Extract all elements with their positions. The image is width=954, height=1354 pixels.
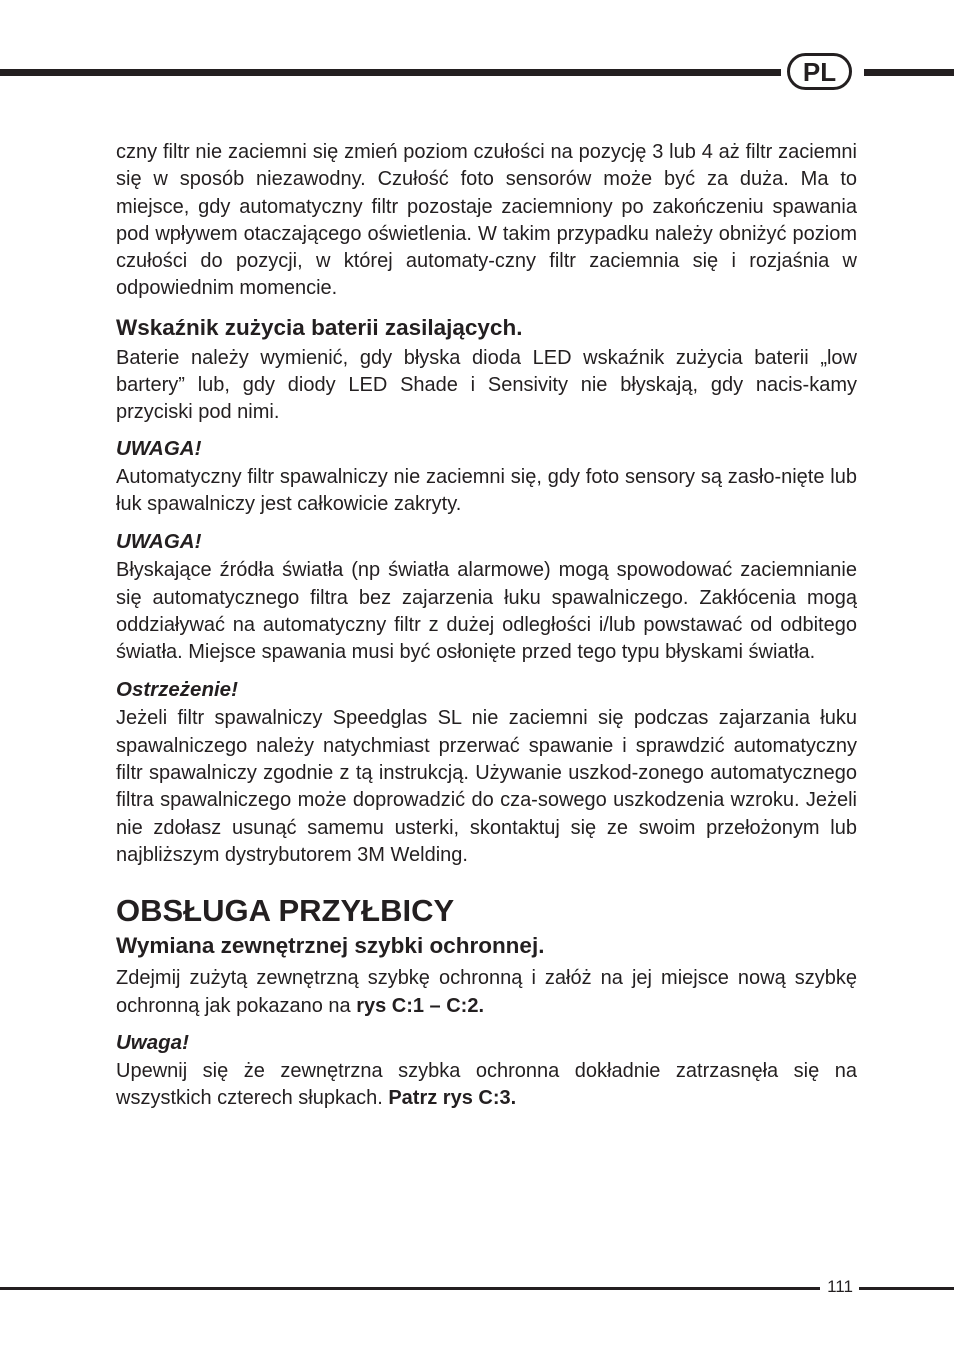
note2-heading: UWAGA! [116, 530, 202, 554]
note1-paragraph: Automatyczny filtr spawalniczy nie zaciemni się, gdy foto sensory są zasło-nięte lub łuk spawalniczy jest całkowicie zakryty. [116, 465, 857, 515]
language-badge [787, 53, 852, 90]
note2-paragraph: Błyskające źródła światła (np światła alarmowe) mogą spowodować zaciemnianie się automatycznego filtra bez zajarzenia łuku spawalniczego. Zakłócenia mogą oddziaływać na automatyczny filtr z dużej odległości i/lub powstawać od odbitego światła. Miejsce spawania musi być osłonięte przed tego typu błyskami światła. [116, 559, 857, 664]
replace-paragraph-text: Zdejmij zużytą zewnętrzną szybkę ochronną i załóż na jej miejsce nową szybkę ochronną jak pokazano na [116, 967, 857, 1017]
footer-rule-right [859, 1287, 954, 1290]
replace-paragraph [116, 965, 857, 1020]
warning-paragraph: Jeżeli filtr spawalniczy Speedglas SL nie zaciemni się podczas zajarzania łuku spawalniczego należy natychmiast przerwać spawanie i sprawdzić automatyczny filtr spawalniczy zgodnie z tą instrukcją. Używanie uszkod-zonego automatycznego filtra spawalniczego może doprowadzić do cza-sowego uszkodzenia wzroku. Jeżeli nie zdołasz usunąć samemu usterki, skontaktuj się ze swoim przełożonym lub najbliższym dystrybutorem 3M Welding. [116, 707, 857, 866]
section-title: OBSŁUGA PRZYŁBICY [116, 893, 455, 929]
note3-paragraph-text: Upewnij się że zewnętrzna szybka ochronna dokładnie zatrzasnęła się na wszystkich czterech słupkach. [116, 1059, 857, 1110]
replace-figure-reference: rys C:1 – C:2. [356, 994, 485, 1017]
note1-heading: UWAGA! [116, 436, 202, 460]
battery-paragraph: Baterie należy wymienić, gdy błyska dioda LED wskaźnik zużycia baterii „low bartery” lub, gdy diody LED Shade i Sensivity nie błyskają, gdy nacis-kamy przyciski pod nimi. [116, 346, 857, 424]
note3-paragraph [116, 1058, 857, 1113]
page-content [116, 139, 857, 1112]
header-rule-right [864, 69, 954, 76]
language-badge-label: PL [802, 56, 837, 87]
warning-heading: Ostrzeżenie! [116, 678, 238, 702]
page-number: 111 [827, 1277, 853, 1296]
intro-paragraph: czny filtr nie zaciemni się zmień poziom czułości na pozycję 3 lub 4 aż filtr zaciemni się w sposób niezawodny. Czułość foto sensorów może być za duża. Ma to miejsce, gdy automatyczny filtr pozostaje zaciemniony po zakończeniu spawania pod wpływem otaczającego oświetlenia. W takim przypadku należy obniżyć poziom czułości do pozycji, w której automaty-czny filtr zaciemnia się i rozjaśnia w odpowiednim momencie. [116, 141, 857, 300]
replace-heading: Wymiana zewnętrznej szybki ochronnej. [116, 933, 545, 959]
battery-heading: Wskaźnik zużycia baterii zasilających. [116, 314, 523, 340]
note3-heading: Uwaga! [116, 1030, 189, 1054]
header-rule-left [0, 69, 781, 76]
note3-figure-reference: Patrz rys C:3. [388, 1087, 517, 1110]
footer-rule-left [0, 1287, 820, 1290]
